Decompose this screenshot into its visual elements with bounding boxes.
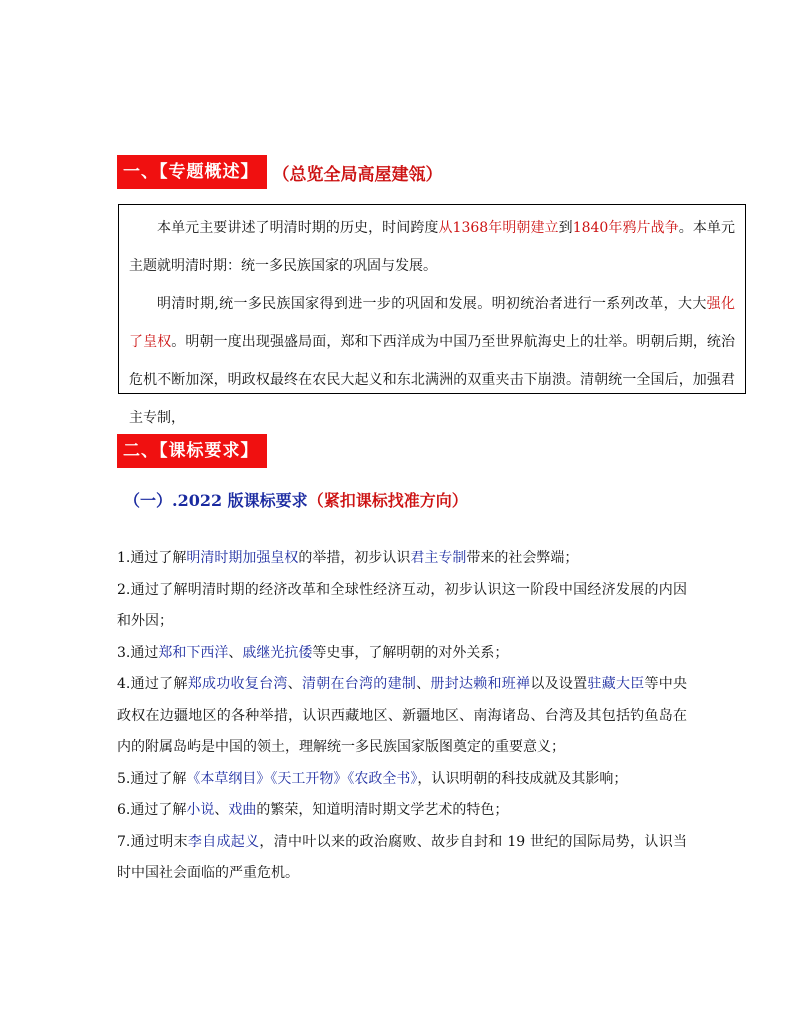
highlight-imperial-power: 强化了皇权	[129, 296, 735, 350]
overview-paragraph-2: 明清时期,统一多民族国家得到进一步的巩固和发展。明初统治者进行一系列改革，大大强化了皇权。明朝一度出现强盛局面，郑和下西洋成为中国乃至世界航海史上的壮举。明朝后期，统治危机不断加深，明政权最终在农民大起义和东北满洲的双重夹击下崩溃。清朝统一全国后，加强君主专制，	[129, 296, 736, 426]
list-item: 3.通过郑和下西洋、戚继光抗倭等史事，了解明朝的对外关系；	[117, 644, 509, 661]
list-item: 6.通过了解小说、戏曲的繁荣，知道明清时期文学艺术的特色；	[117, 802, 509, 818]
overview-box	[118, 204, 746, 426]
section2-tag: 二、【课标要求】	[117, 434, 267, 468]
overview-paragraph-1: 本单元主要讲述了明清时期的历史，时间跨度从1368年明朝建立到1840年鸦片战争。本单元主题就明清时期：统一多民族国家的巩固与发展。	[129, 220, 736, 274]
section1-banner	[117, 155, 443, 189]
section1-tag: 一、【专题概述】	[117, 155, 267, 189]
list-item: 7.通过明末李自成起义，清中叶以来的政治腐败、故步自封和 19 世纪的国际局势，认识当时中国社会面临的严重危机。	[117, 833, 688, 881]
section1-subtitle: （总览全局高屋建瓴）	[272, 164, 443, 185]
list-item: 2.通过了解明清时期的经济改革和全球性经济互动，初步认识这一阶段中国经济发展的内因和外因；	[117, 581, 687, 629]
list-item: 4.通过了解郑成功收复台湾、清朝在台湾的建制、册封达赖和班禅以及设置驻藏大臣等中央政权在边疆地区的各种举措，认识西藏地区、新疆地区、南海诸岛、台湾及其包括钓鱼岛在内的附属岛屿是中国的领土，理解统一多民族国家版图奠定的重要意义；	[117, 676, 688, 755]
list-item: 1.通过了解明清时期加强皇权的举措，初步认识君主专制带来的社会弊端；	[117, 550, 579, 566]
section2-banner	[117, 434, 267, 468]
list-item: 5.通过了解《本草纲目》《天工开物》《农政全书》，认识明朝的科技成就及其影响；	[117, 770, 628, 787]
highlight-end: 1840年鸦片战争	[572, 220, 679, 236]
requirements-list	[117, 543, 687, 890]
standards-subtitle: （一）.2022 版课标要求（紧扣课标找准方向）	[124, 491, 468, 510]
highlight-start: 从1368年明朝建立	[438, 220, 559, 236]
